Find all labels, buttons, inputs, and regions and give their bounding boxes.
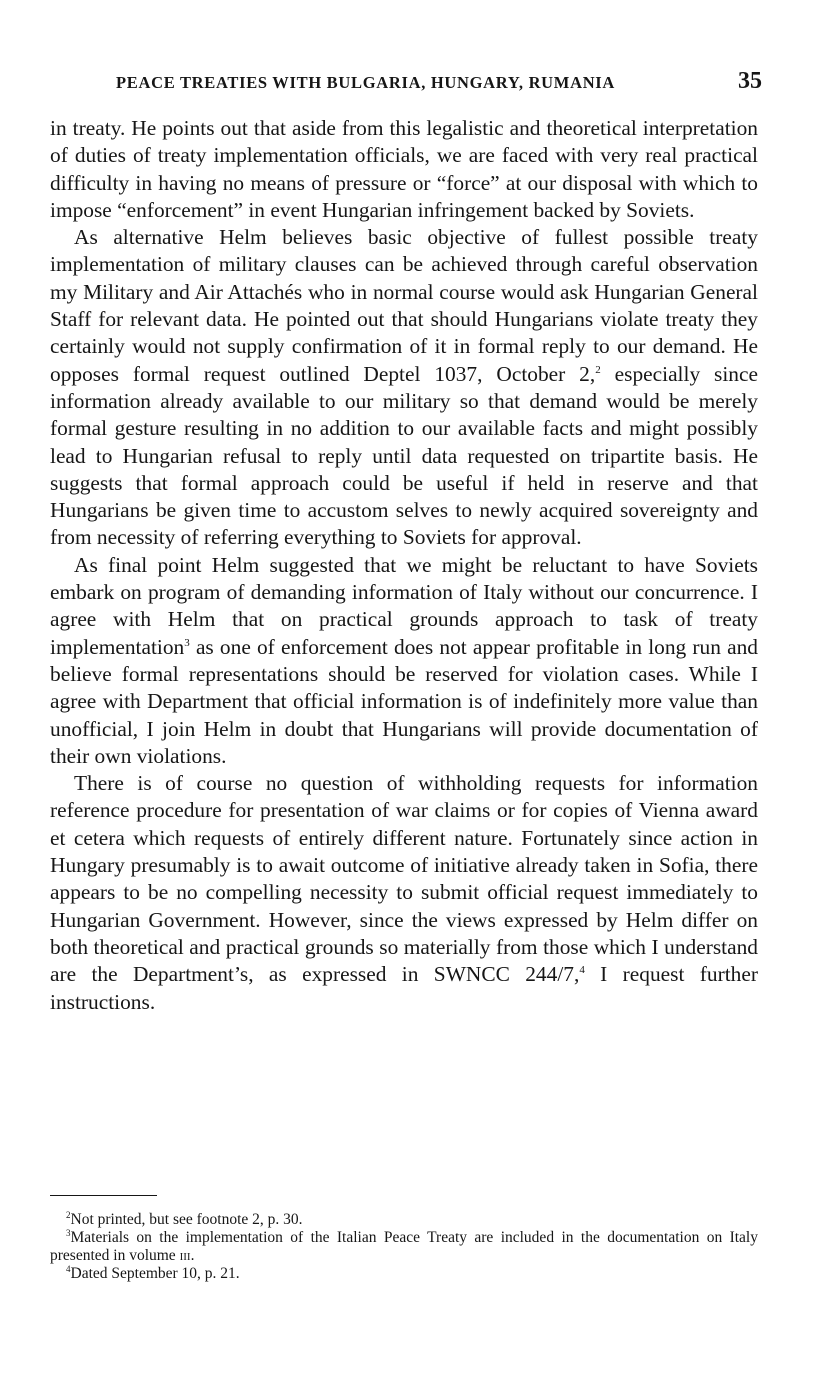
paragraph-3 xyxy=(50,552,758,770)
paragraph-2 xyxy=(50,224,758,552)
footnotes xyxy=(50,1211,758,1283)
footnote-3 xyxy=(50,1229,758,1265)
footnote-ref-4: 4 xyxy=(579,964,585,977)
footnote-3-mark: 3 xyxy=(66,1227,71,1238)
paragraph-3-text-b: as one of enforcement does not appear profitable in long run and believe formal representations should be reserved for violation cases. While I agree with Department that official information is of indefinitely more value than unofficial, I join Helm in doubt that Hungarians will provide documentation of their own violations. xyxy=(50,634,758,768)
running-head: PEACE TREATIES WITH BULGARIA, HUNGARY, RUMANIA xyxy=(116,73,616,92)
footnote-2-text: Not printed, but see footnote 2, p. 30. xyxy=(70,1211,303,1228)
footnote-4 xyxy=(50,1265,758,1283)
footnote-2-mark: 2 xyxy=(66,1209,71,1220)
paragraph-4-text-a: There is of course no question of withholding requests for information reference procedure for presentation of war claims or for copies of Vienna award et cetera which requests of entirely different nature. Fortunately since action in Hungary presumably is to await outcome of initiative already taken in Sofia, there appears to be no compelling necessity to submit official request immediately to Hungarian Government. However, since the views expressed by Helm differ on both theoretical and practical grounds so materially from those which I understand are the Department’s, as expressed in SWNCC 244/7, xyxy=(50,771,758,987)
paragraph-1 xyxy=(50,115,758,224)
paragraph-1-text: in treaty. He points out that aside from this legalistic and theoretical interpretation of duties of treaty implementation officials, we are faced with very real practical difficulty in having no means of pressure or “force” at our disposal with which to impose “enforcement” in event Hungarian infringement backed by Soviets. xyxy=(50,116,758,222)
body-text xyxy=(50,115,758,1016)
footnote-4-text: Dated September 10, p. 21. xyxy=(70,1265,240,1282)
paragraph-2-text-b: especially since information already available to our military so that demand would be merely formal gesture resulting in no addition to our available facts and might possibly lead to Hungarian refusal to reply until data requested on tripartite basis. He suggests that formal approach could be useful if held in reserve and that Hungarians be given time to accustom selves to newly acquired sovereignty and from necessity of referring everything to Soviets for approval. xyxy=(50,361,758,550)
paragraph-3-text-a: As final point Helm suggested that we might be reluctant to have Soviets embark on program of demanding information of Italy without our concurrence. I agree with Helm that on practical grounds approach to task of treaty implementation xyxy=(50,552,758,659)
page-header xyxy=(116,68,762,102)
footnote-ref-2: 2 xyxy=(595,363,601,376)
page-number: 35 xyxy=(738,68,762,94)
footnote-ref-3: 3 xyxy=(184,636,190,649)
footnote-3-text: Materials on the implementation of the Italian Peace Treaty are included in the documentation on Italy presented in volume xyxy=(50,1229,758,1264)
footnote-divider xyxy=(50,1195,157,1196)
paragraph-4-text-b: I request further instructions. xyxy=(50,962,758,1014)
footnote-2 xyxy=(50,1211,758,1229)
footnote-4-mark: 4 xyxy=(66,1263,71,1274)
footnote-3-volume: iii xyxy=(179,1247,191,1264)
footnote-3-end: . xyxy=(190,1247,195,1264)
paragraph-2-text-a: As alternative Helm believes basic objective of fullest possible treaty implementation of military clauses can be achieved through careful observation my Military and Air Attachés who in normal course would ask Hungarian General Staff for relevant data. He pointed out that should Hungarians violate treaty they certainly would not supply confirmation of it in formal reply to our demand. He opposes formal request outlined Deptel 1037, October 2, xyxy=(50,225,758,386)
paragraph-4 xyxy=(50,770,758,1016)
